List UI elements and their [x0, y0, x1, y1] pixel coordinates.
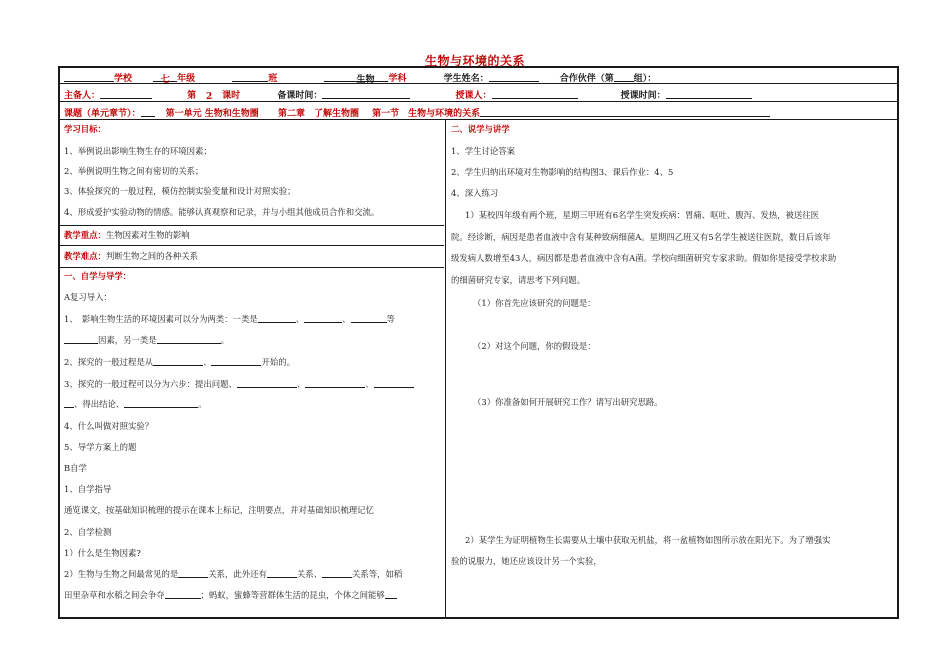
question-1-text-b: 因素，另一类是: [98, 335, 157, 345]
answer-blank[interactable]: [153, 356, 203, 366]
subject-blank[interactable]: [374, 72, 388, 82]
header-row-2: [64, 88, 752, 102]
question-5: 5、导学方案上的题: [64, 442, 137, 452]
preparer-blank[interactable]: [100, 89, 152, 99]
row-divider: [60, 225, 444, 226]
class-label: 班: [268, 74, 278, 84]
problem-1-line: 级发病人数增至43人，病因都是患者血液中含有A菌。学校向细菌研究专家求助。假如你是接受学校求助: [451, 253, 837, 263]
self-study-section: 一、自学与导学： A复习导入： 1、 影响生物生活的环境因素可以分为两类：一类是 、 、 等 因素，另一类是 。 2、探究的一般过程是从 、 开始的。 3、探究的一般过程可以分为六步：提出问题、 、 、 、得出结论、 。 4、什么叫做对照实验？ 5、导学方案上的题 B自学 1、自学指导 通览课文，按基础知识梳理的提示在课本上标记，注明要点，并对基础知识梳理记忆 2、自学检测 1）什么是生物因素? 2）生物与生物之间最常见的是 关系，此外还有 关系、 关系等，如稻 田里杂草和水稻之间会争夺 ；蚂蚁，蜜蜂等营群体生活的昆虫，个体之间能够: [64, 267, 442, 617]
topic-trailing-line: [480, 107, 770, 117]
preparer-label: 主备人：: [64, 91, 101, 101]
student-name-blank[interactable]: [489, 72, 539, 82]
answer-blank[interactable]: [165, 589, 201, 599]
topic-unit: 第一单元 生物和生物圈: [165, 109, 259, 119]
partner-label: 合作伙伴（第: [559, 74, 614, 84]
problem-2-line: 2）某学生为证明植物生长需要从土壤中获取无机盐，将一盆植物如图所示放在阳光下。为了增强实: [465, 535, 831, 545]
check-question-2-text-b: 关系，此外还有: [208, 569, 267, 579]
answer-blank[interactable]: [322, 568, 352, 578]
answer-blank[interactable]: [124, 398, 198, 408]
lesson-plan-table: [58, 66, 899, 619]
answer-blank[interactable]: [351, 313, 387, 323]
guide-text: 通览课文，按基础知识梳理的提示在课本上标记，注明要点，并对基础知识梳理记忆: [64, 505, 374, 515]
problem-2-line: 验的说服力，她还应该设计另一个实验，: [451, 556, 602, 566]
group-blank[interactable]: [614, 72, 634, 82]
week-number: 2: [196, 92, 222, 102]
answer-blank[interactable]: [237, 378, 297, 388]
answer-blank[interactable]: [258, 313, 296, 323]
topic-section: 第一节 生物与环境的关系: [372, 109, 481, 119]
goal-item: 1、举例说出影响生物生存的环境因素；: [64, 146, 212, 156]
row-divider: [60, 245, 444, 246]
goal-item: 4、形成爱护实验动物的情感。能够认真观察和记录，并与小组其他成员合作和交流。: [64, 207, 380, 217]
goals-title: 学习目标：: [64, 124, 106, 134]
sub-question-2: （2）对这个问题，你的假设是：: [473, 341, 596, 351]
school-blank[interactable]: [64, 72, 114, 82]
goal-item: 3、体验探究的一般过程，模仿控制实验变量和设计对照实验；: [64, 186, 296, 196]
explain-item-3: 4、深入练习: [451, 188, 499, 198]
problem-1-line: 的细菌研究专家，请思考下列问题。: [451, 275, 585, 285]
question-2-text-b: 开始的。: [261, 357, 295, 367]
topic-chapter: 第二章 了解生物圈: [277, 109, 359, 119]
page-title: 生物与环境的关系: [424, 54, 525, 68]
teach-time-blank[interactable]: [666, 89, 752, 99]
key-label: 教学重点：: [64, 230, 106, 240]
subject-label: 学科: [388, 74, 407, 84]
question-1-text: 1、 影响生物生活的环境因素可以分为两类：一类是: [64, 314, 258, 324]
right-column: [451, 119, 891, 619]
week-prefix: 第: [187, 91, 197, 101]
explain-item-1: 1、学生讨论答案: [451, 146, 515, 156]
school-label: 学校: [114, 74, 133, 84]
teach-time-label: 授课时间：: [620, 91, 666, 101]
self-study-heading: B自学: [64, 463, 87, 473]
week-suffix: 课时: [222, 91, 241, 101]
answer-blank[interactable]: [178, 568, 208, 578]
difficulty-text: 判断生物之间的各种关系: [105, 251, 198, 261]
check-question-2-text: 2）生物与生物之间最常见的是: [64, 569, 179, 579]
prep-time-blank[interactable]: [322, 89, 410, 99]
explain-item-2: 2、学生归纳出环境对生物影响的结构图3、课后作业：4、5: [451, 167, 674, 177]
group-label: 组）：: [633, 74, 657, 84]
sub-question-1: （1）你首先应该研究的问题是：: [473, 298, 596, 308]
explain-section-title: 二、说学与讲学: [451, 124, 510, 134]
teacher-blank[interactable]: [492, 89, 578, 99]
check-title: 2、自学检测: [64, 527, 112, 537]
question-2-text: 2、探究的一般过程是从: [64, 357, 154, 367]
key-text: 生物因素对生物的影响: [105, 230, 190, 240]
difficulty-label: 教学难点：: [64, 251, 106, 261]
check-question-3-text: 田里杂草和水稻之间会争夺: [64, 590, 165, 600]
question-4: 4、什么叫做对照实验？: [64, 421, 154, 431]
teacher-label: 授课人：: [455, 91, 492, 101]
prep-time-label: 备课时间：: [277, 91, 323, 101]
check-question-2-text-d: 关系等，如稻: [351, 569, 403, 579]
answer-blank[interactable]: [374, 378, 414, 388]
check-question-1: 1）什么是生物因素?: [64, 548, 141, 558]
topic-label: 课题（单元章节）：: [64, 109, 141, 119]
self-study-title: 一、自学与导学：: [64, 271, 131, 281]
answer-blank[interactable]: [385, 589, 397, 599]
answer-blank[interactable]: [157, 334, 221, 344]
question-1-etc: 等: [386, 314, 395, 324]
grade-number: 七: [153, 72, 177, 82]
answer-blank[interactable]: [267, 568, 297, 578]
student-name-label: 学生姓名：: [443, 74, 489, 84]
sub-question-3: （3）你准备如何开展研究工作？请写出研究思路。: [473, 397, 663, 407]
question-3-text: 3、探究的一般过程可以分为六步：提出问题、: [64, 379, 237, 389]
answer-blank[interactable]: [211, 356, 261, 366]
check-question-2-text-c: 关系、: [296, 569, 322, 579]
problem-1-line: 院。经诊断，病因是患者血液中含有某种致病细菌A。星期四乙班又有5名学生被送往医院，数日后该年: [451, 232, 831, 242]
header-row-1: [64, 71, 656, 84]
class-blank[interactable]: [232, 72, 268, 82]
answer-blank[interactable]: [305, 378, 365, 388]
answer-blank[interactable]: [64, 334, 98, 344]
topic-blank: [141, 107, 155, 117]
check-question-3-text-b: ；蚂蚁，蜜蜂等营群体生活的昆虫，个体之间能够: [200, 590, 385, 600]
grade-label: 年级: [177, 74, 196, 84]
question-3-text-b: 、得出结论、: [74, 399, 125, 409]
review-intro: A复习导入：: [64, 292, 112, 302]
goal-item: 2、举例说明生物之间有密切的关系；: [64, 166, 204, 176]
guide-title: 1、自学指导: [64, 484, 112, 494]
answer-blank[interactable]: [304, 313, 342, 323]
answer-blank[interactable]: [64, 398, 74, 408]
problem-1-line: 1）某校四年级有两个班，星期三甲班有6名学生突发疾病：胃痛、呕吐、腹泻、发热，被送往医: [465, 210, 820, 220]
topic-row: [64, 106, 770, 119]
subject-name: 生物: [324, 72, 374, 82]
column-divider: [445, 119, 446, 617]
